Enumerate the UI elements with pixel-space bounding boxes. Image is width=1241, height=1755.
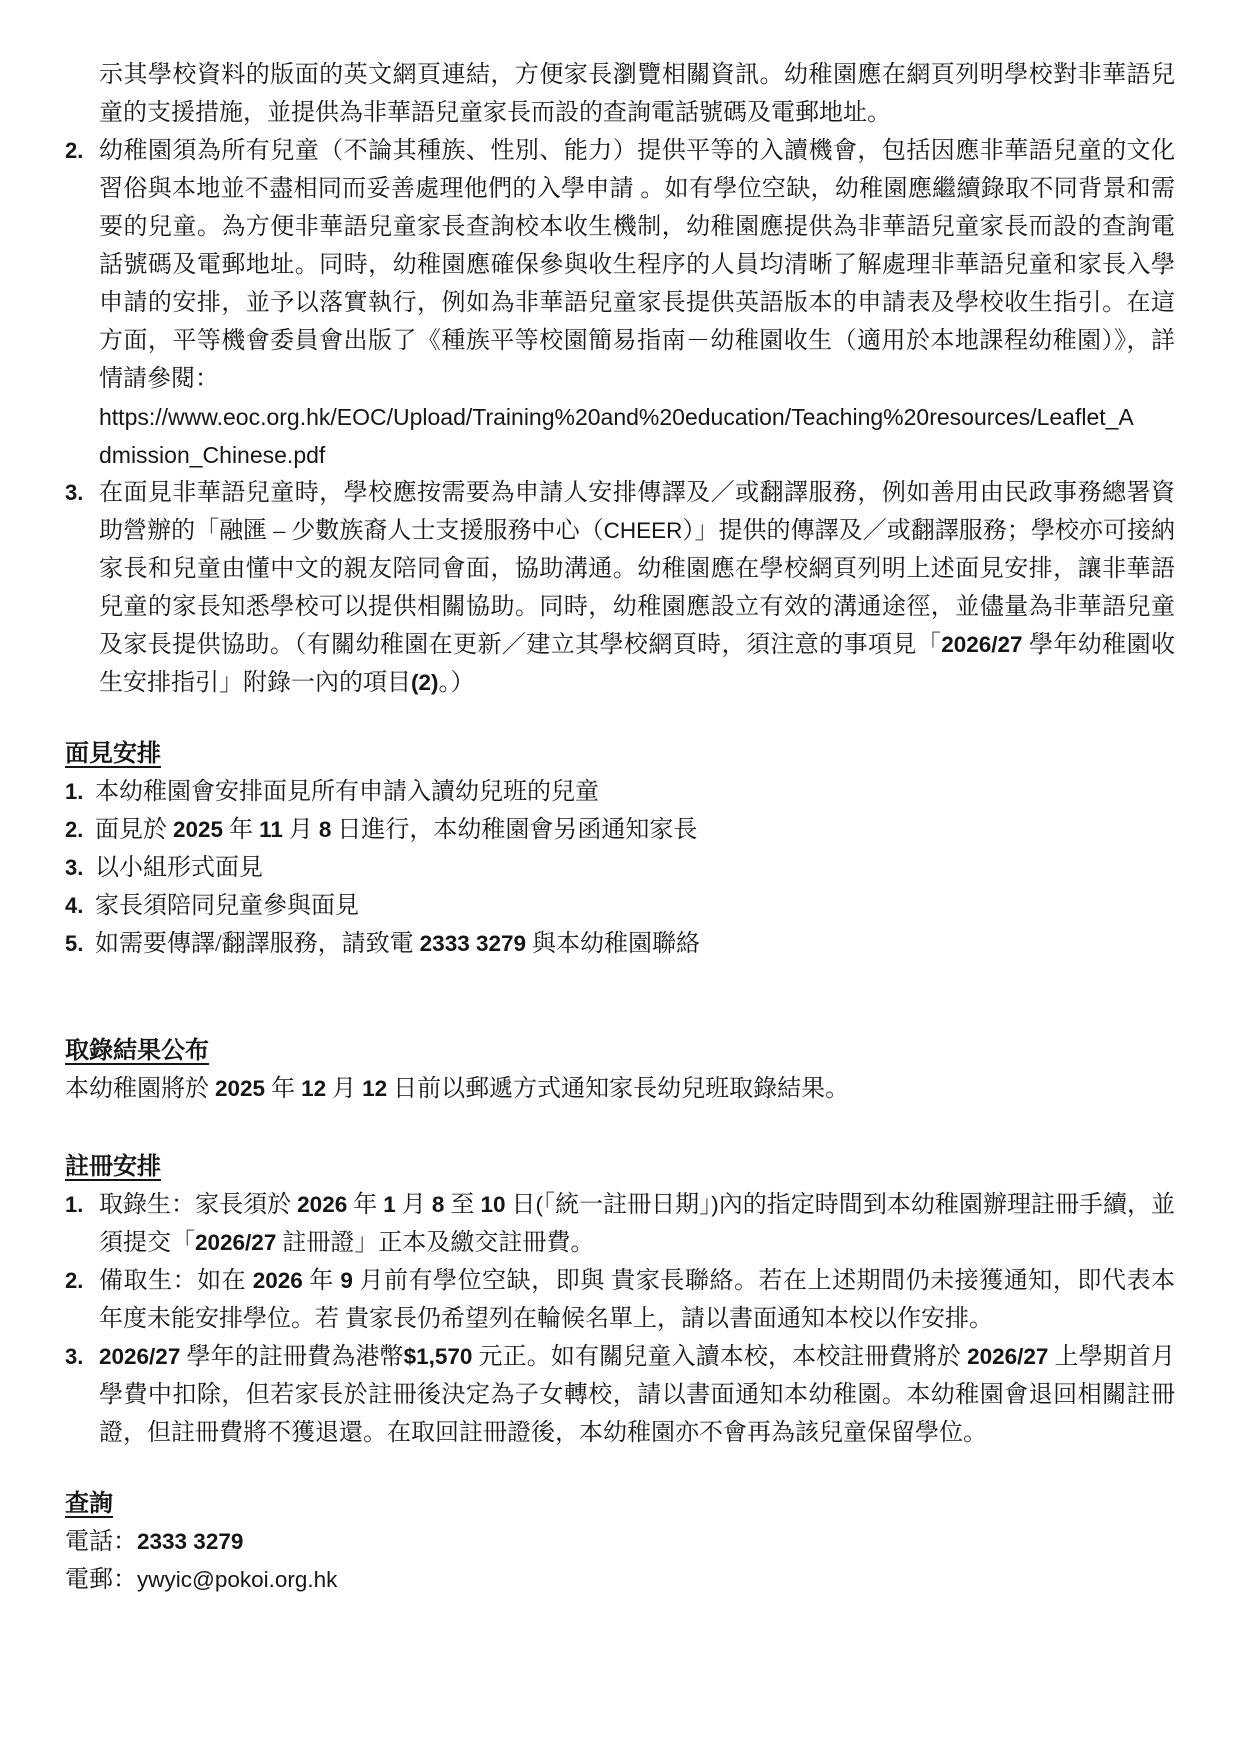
item-number: 1.	[65, 1192, 84, 1217]
item-text: 在面見非華語兒童時，學校應按需要為申請人安排傳譯及／或翻譯服務，例如善用由民政事務總署資助營辦的「融匯 – 少數族裔人士支援服務中心（CHEER）」提供的傳譯及／或翻譯服務；學校亦可接納家長和兒童由懂中文的親友陪同會面，協助溝通。幼稚園應在學校網頁列明上述面見安排，讓非華語兒童的家長知悉學校可以提供相關協助。同時，幼稚園應設立有效的溝通途徑，並儘量為非華語兒童及家長提供協助。（有關幼稚園在更新／建立其學校網頁時，須注意的事項見「2026/27 學年幼稚園收生安排指引」附錄一內的項目(2)。）	[99, 480, 1176, 696]
item-number: 3.	[65, 480, 84, 505]
item-text: 如需要傳譯/翻譯服務，請致電 2333 3279 與本幼稚園聯絡	[95, 931, 701, 957]
section-heading-enquiry	[65, 1485, 1175, 1523]
section-heading-admission-results	[65, 1032, 1175, 1070]
enquiry-phone-line: 電話：2333 3279	[65, 1529, 244, 1555]
item-text: 取錄生：家長須於 2026 年 1 月 8 至 10 日(「統一註冊日期」)內的指定時間到本幼稚園辦理註冊手續，並須提交「2026/27 註冊證」正本及繳交註冊費。	[99, 1192, 1176, 1256]
section-heading-registration	[65, 1148, 1175, 1186]
heading-text: 註冊安排	[65, 1154, 161, 1180]
item-number: 3.	[65, 855, 84, 880]
registration-item-2	[65, 1262, 1175, 1338]
section-heading-interview	[65, 735, 1175, 773]
continuation-paragraph: 示其學校資料的版面的英文網頁連結，方便家長瀏覽相關資訊。幼稚園應在網頁列明學校對非華語兒童的支援措施，並提供為非華語兒童家長而設的查詢電話號碼及電郵地址。	[99, 62, 1175, 126]
item-text: 家長須陪同兒童參與面見	[95, 893, 359, 919]
enquiry-email-line: 電郵：ywyic@pokoi.org.hk	[65, 1567, 338, 1593]
item-text: 備取生：如在 2026 年 9 月前有學位空缺，即與 貴家長聯絡。若在上述期間仍未接獲通知，即代表本年度未能安排學位。若 貴家長仍希望列在輪候名單上，請以書面通知本校以作安排。	[99, 1268, 1176, 1332]
numbered-item-3	[65, 474, 1175, 702]
registration-item-1	[65, 1186, 1175, 1262]
item-number: 4.	[65, 893, 84, 918]
item-text: 2026/27 學年的註冊費為港幣$1,570 元正。如有關兒童入讀本校，本校註冊費將於 2026/27 上學期首月學費中扣除，但若家長於註冊後決定為子女轉校，請以書面通知本幼稚園。本幼稚園會退回相關註冊證，但註冊費將不獲退還。在取回註冊證後，本幼稚園亦不會再為該兒童保留學位。	[99, 1344, 1176, 1446]
heading-text: 面見安排	[65, 741, 161, 767]
item-text: 面見於 2025 年 11 月 8 日進行，本幼稚園會另函通知家長	[95, 817, 698, 843]
interview-item-2	[65, 811, 1175, 849]
item-number: 5.	[65, 931, 84, 956]
numbered-item-2	[65, 132, 1175, 474]
item-body	[99, 132, 1175, 474]
heading-text: 查詢	[65, 1491, 113, 1517]
item-text: 幼稚園須為所有兒童（不論其種族、性別、能力）提供平等的入讀機會，包括因應非華語兒童的文化習俗與本地並不盡相同而妥善處理他們的入學申請 。如有學位空缺，幼稚園應繼續錄取不同背景和需要的兒童。為方便非華語兒童家長查詢校本收生機制，幼稚園應提供為非華語兒童家長而設的查詢電話號碼及電郵地址。同時，幼稚園應確保參與收生程序的人員均清晰了解處理非華語兒童和家長入學申請的安排，並予以落實執行，例如為非華語兒童家長提供英語版本的申請表及學校收生指引。在這方面，平等機會委員會出版了《種族平等校園簡易指南－幼稚園收生（適用於本地課程幼稚園）》，詳情請參閱：	[99, 138, 1175, 392]
item-number: 1.	[65, 779, 84, 804]
item-number: 2.	[65, 1268, 84, 1293]
interview-item-1	[65, 773, 1175, 811]
item-text: 本幼稚園會安排面見所有申請入讀幼兒班的兒童	[95, 779, 599, 805]
admission-results-paragraph: 本幼稚園將於 2025 年 12 月 12 日前以郵遞方式通知家長幼兒班取錄結果。	[65, 1076, 850, 1102]
eoc-guide-url-line-1: https://www.eoc.org.hk/EOC/Upload/Training%20and%20education/Teaching%20resources/Leaflet_A	[99, 404, 1134, 430]
item-number: 2.	[65, 138, 84, 163]
heading-text: 取錄結果公布	[65, 1038, 209, 1064]
item-number: 2.	[65, 817, 84, 842]
interview-item-5	[65, 925, 1175, 963]
item-number: 3.	[65, 1344, 84, 1369]
interview-item-3	[65, 849, 1175, 887]
eoc-guide-url-line-2: dmission_Chinese.pdf	[99, 442, 326, 468]
registration-item-3	[65, 1338, 1175, 1452]
item-text: 以小組形式面見	[95, 855, 263, 881]
interview-item-4	[65, 887, 1175, 925]
